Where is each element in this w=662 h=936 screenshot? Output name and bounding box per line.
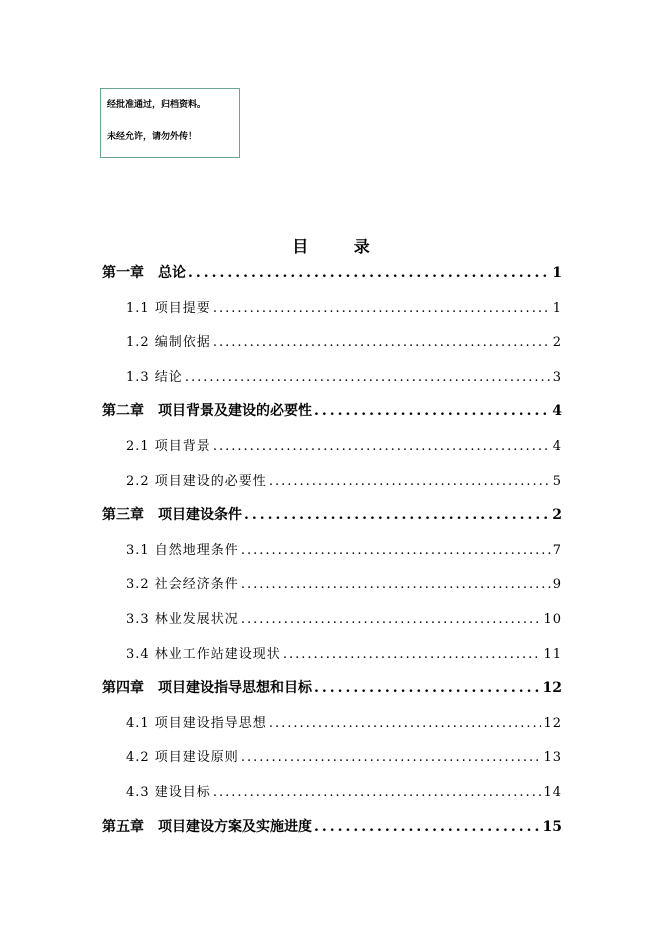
toc-entry-page: 4 (552, 403, 562, 420)
toc-leader-dots (241, 577, 551, 592)
toc-entry-page: 1 (552, 300, 562, 316)
toc-leader-dots (241, 750, 542, 765)
toc-entry-section[interactable] (126, 643, 562, 678)
toc-entry-section[interactable] (126, 539, 562, 574)
toc-entry-page: 2 (552, 507, 562, 524)
toc-leader-dots (314, 819, 541, 835)
toc-entry-section[interactable] (126, 573, 562, 608)
toc-leader-dots (213, 439, 551, 454)
toc-leader-dots (185, 370, 551, 385)
toc-entry-label: 2.1 项目背景 (126, 439, 211, 454)
toc-leader-dots (188, 265, 550, 281)
toc-entry-page: 1 (552, 265, 562, 281)
toc-entry-label: 3.2 社会经济条件 (126, 577, 239, 593)
toc-entry-page: 5 (552, 473, 562, 489)
toc-entry-chapter[interactable] (102, 262, 562, 297)
toc-entry-label: 第四章 项目建设指导思想和目标 (102, 680, 312, 697)
toc-entry-label: 3.4 林业工作站建设现状 (126, 646, 281, 662)
toc-entry-label: 1.2 编制依据 (126, 335, 211, 351)
toc-leader-dots (314, 403, 550, 419)
toc-entry-section[interactable] (126, 746, 562, 781)
toc-entry-section[interactable] (126, 435, 562, 470)
toc-entry-label: 1.1 项目提要 (126, 300, 211, 316)
toc-leader-dots (244, 507, 550, 523)
toc-entry-section[interactable] (126, 366, 562, 401)
toc-leader-dots (213, 785, 542, 800)
toc-leader-dots (213, 301, 551, 316)
toc-entry-section[interactable] (126, 781, 562, 816)
toc-leader-dots (314, 680, 541, 696)
toc-entry-chapter[interactable] (102, 504, 562, 539)
toc-leader-dots (241, 612, 542, 627)
toc-entry-page: 14 (543, 785, 562, 800)
toc-entry-page: 13 (543, 750, 562, 766)
toc-leader-dots (213, 335, 551, 350)
toc-entry-page: 12 (543, 715, 562, 731)
toc-entry-page: 3 (552, 369, 562, 385)
toc-entry-page: 11 (543, 646, 562, 662)
toc-entry-page: 9 (552, 577, 562, 593)
toc-entry-label: 4.1 项目建设指导思想 (126, 715, 267, 731)
toc-entry-page: 12 (542, 680, 562, 697)
toc-entry-chapter[interactable] (102, 400, 562, 435)
toc-title: 目 录 (292, 237, 390, 256)
toc-leader-dots (269, 716, 542, 731)
toc-leader-dots (269, 474, 551, 489)
toc-entry-label: 2.2 项目建设的必要性 (126, 473, 267, 489)
toc-entry-section[interactable] (126, 331, 562, 366)
archive-stamp (100, 88, 240, 158)
toc-entry-page: 10 (543, 612, 562, 627)
toc-entry-label: 第一章 总论 (102, 265, 186, 281)
toc-entry-label: 4.2 项目建设原则 (126, 750, 239, 766)
toc-leader-dots (241, 543, 551, 558)
toc-entry-section[interactable] (126, 712, 562, 747)
toc-entry-label: 4.3 建设目标 (126, 785, 211, 800)
toc-entry-chapter[interactable] (102, 816, 562, 851)
toc-entry-label: 第三章 项目建设条件 (102, 507, 242, 524)
toc-entry-page: 2 (552, 335, 562, 351)
toc-entry-label: 第五章 项目建设方案及实施进度 (102, 818, 312, 835)
toc-entry-section[interactable] (126, 608, 562, 643)
toc-entry-page: 7 (552, 542, 562, 558)
toc-entry-label: 3.1 自然地理条件 (126, 542, 239, 558)
toc-entry-section[interactable] (126, 470, 562, 505)
toc-entry-label: 第二章 项目背景及建设的必要性 (102, 403, 312, 420)
toc-entry-label: 1.3 结论 (126, 369, 183, 385)
stamp-text-approved: 经批准通过，归档资料。 (107, 100, 207, 110)
toc-entry-label: 3.3 林业发展状况 (126, 612, 239, 627)
toc-entry-chapter[interactable] (102, 677, 562, 712)
toc-entry-page: 4 (552, 439, 562, 454)
toc-entry-section[interactable] (126, 297, 562, 332)
toc-leader-dots (283, 647, 542, 662)
toc-entry-page: 15 (542, 818, 562, 835)
stamp-text-confidential: 未经允许，请勿外传！ (107, 132, 198, 142)
